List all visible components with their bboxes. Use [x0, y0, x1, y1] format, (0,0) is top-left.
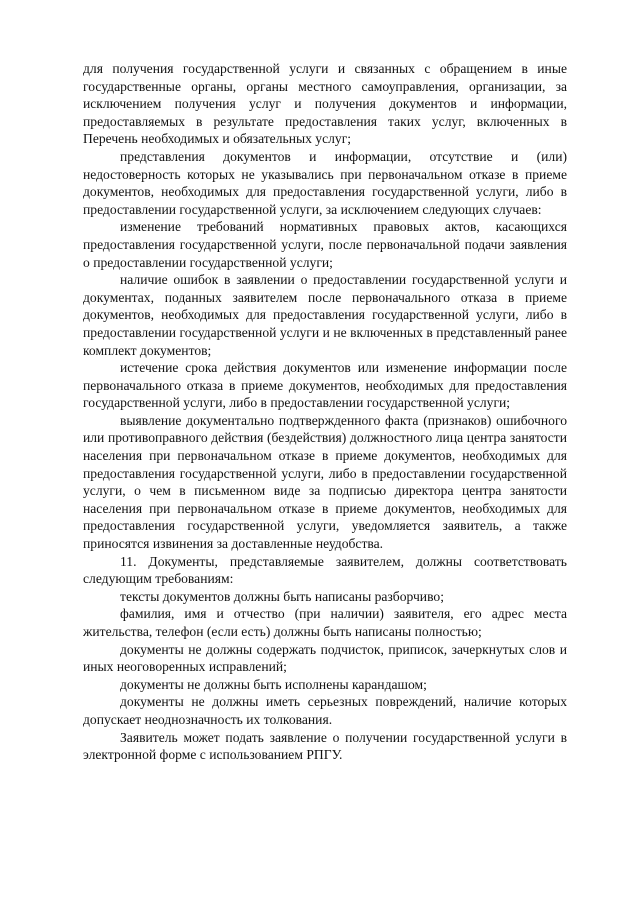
paragraph-no-erasures: документы не должны содержать подчисток, приписок, зачеркнутых слов и иных неоговоренных исправлений; [83, 641, 567, 675]
paragraph-expiration: истечение срока действия документов или изменение информации после первоначального отказа в приеме документов, необходимых для предоставления государственной услуги, либо в предоставлении государственной услуги; [83, 360, 567, 411]
paragraph-legible-text: тексты документов должны быть написаны разборчиво; [120, 588, 444, 604]
paragraph-erroneous-action: выявление документально подтвержденного факта (признаков) ошибочного или противоправного действия (бездействия) должностного лица центра занятости населения при первоначальном отказе в приеме документов, необходимых для предоставления государственной услуги, либо в предоставлении государственной услуги, о чем в письменном виде за подписью директора центра занятости населения при первоначальном отказе в приеме документов, необходимых для предоставления государственной услуги, уведомляется заявитель, а также приносятся извинения за доставленные неудобства. [83, 412, 567, 552]
paragraph-section-11: 11. Документы, представляемые заявителем, должны соответствовать следующим требованиям: [83, 553, 567, 587]
paragraph-no-pencil: документы не должны быть исполнены карандашом; [120, 676, 427, 692]
paragraph-requirement-change: изменение требований нормативных правовых актов, касающихся предоставления государственной услуги, после первоначальной подачи заявления о предоставлении государственной услуги; [83, 219, 567, 270]
paragraph-continuation: для получения государственной услуги и связанных с обращением в иные государственные органы, органы местного самоуправления, организации, за исключением получения услуг и получения документов и информации, предоставляемых в результате предоставления таких услуг, включенных в Перечень необходимых и обязательных услуг; [83, 61, 567, 147]
paragraph-no-damage: документы не должны иметь серьезных повреждений, наличие которых допускает неоднозначность их толкования. [83, 694, 567, 727]
paragraph-documents-info: представления документов и информации, отсутствие и (или) недостоверность которых не указывались при первоначальном отказе в приеме документов, необходимых для предоставления государственной услуги, либо в предоставлении государственной услуги, за исключением следующих случаев: [83, 148, 567, 217]
paragraph-electronic-form: Заявитель может подать заявление о получении государственной услуги в электронной форме с использованием РПГУ. [83, 729, 567, 763]
paragraph-errors-in-application: наличие ошибок в заявлении о предоставлении государственной услуги и документах, поданных заявителем после первоначального отказа в приеме документов, необходимых для предоставления государственной услуги, либо в предоставлении государственной услуги и не включенных в представленный ранее комплект документов; [83, 272, 567, 358]
document-body [83, 60, 567, 764]
paragraph-full-name-address: фамилия, имя и отчество (при наличии) заявителя, его адрес места жительства, телефон (если есть) должны быть написаны полностью; [83, 606, 567, 639]
